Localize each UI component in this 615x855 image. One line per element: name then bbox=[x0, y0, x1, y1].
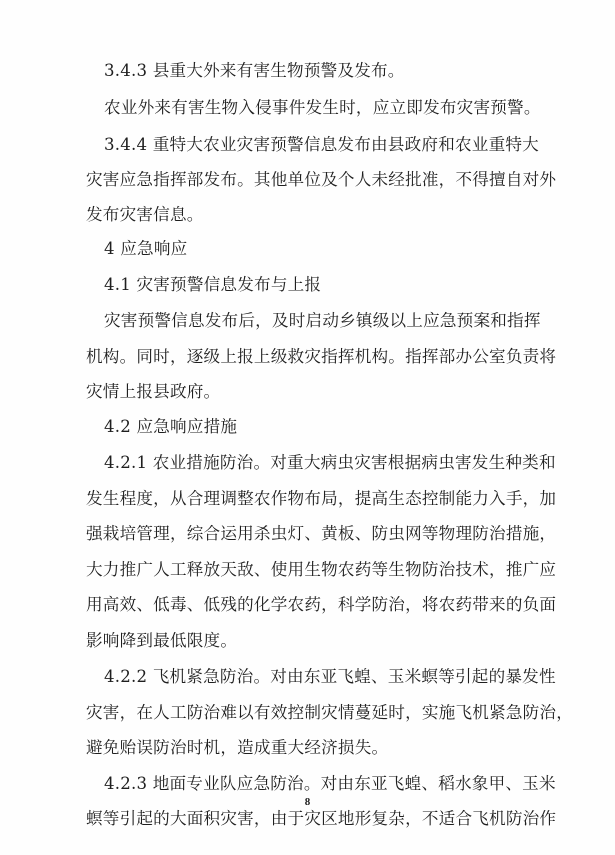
text-line: 用高效、低毒、低残的化学农药，科学防治，将农药带来的负面 bbox=[86, 595, 557, 614]
text-line: 灾害预警信息发布后，及时启动乡镇级以上应急预案和指挥 bbox=[104, 311, 541, 330]
page-number: 8 bbox=[304, 796, 311, 808]
text-line: 3.4.3 县重大外来有害生物预警及发布。 bbox=[104, 61, 405, 80]
text-line: 4.2.1 农业措施防治。对重大病虫灾害根据病虫害发生种类和 bbox=[104, 453, 556, 472]
text-line: 灾害应急指挥部发布。其他单位及个人未经批准，不得擅自对外 bbox=[86, 170, 557, 189]
text-line: 4.2 应急响应措施 bbox=[104, 417, 238, 436]
text-line: 4.2.3 地面专业队应急防治。对由东亚飞蝗、稻水象甲、玉米 bbox=[104, 774, 556, 793]
text-line: 强栽培管理，综合运用杀虫灯、黄板、防虫网等物理防治措施， bbox=[86, 524, 557, 543]
text-line: 避免贻误防治时机，造成重大经济损失。 bbox=[86, 738, 389, 757]
text-line: 发生程度，从合理调整农作物布局，提高生态控制能力入手，加 bbox=[86, 489, 557, 508]
text-line: 农业外来有害生物入侵事件发生时，应立即发布灾害预警。 bbox=[104, 98, 541, 117]
text-line: 螟等引起的大面积灾害，由于灾区地形复杂，不适合飞机防治作 bbox=[86, 809, 557, 828]
text-line: 灾情上报县政府。 bbox=[86, 382, 221, 401]
text-line: 机构。同时，逐级上报上级救灾指挥机构。指挥部办公室负责将 bbox=[86, 347, 557, 366]
text-line: 大力推广人工释放天敌、使用生物农药等生物防治技术，推广应 bbox=[86, 560, 557, 579]
text-line: 灾害，在人工防治难以有效控制灾情蔓延时，实施飞机紧急防治， bbox=[86, 703, 574, 722]
text-line: 发布灾害信息。 bbox=[86, 205, 204, 224]
text-line: 3.4.4 重特大农业灾害预警信息发布由县政府和农业重特大 bbox=[104, 135, 539, 154]
text-line: 4.2.2 飞机紧急防治。对由东亚飞蝗、玉米螟等引起的暴发性 bbox=[104, 667, 556, 686]
text-line: 4 应急响应 bbox=[104, 239, 188, 258]
text-line: 影响降到最低限度。 bbox=[86, 631, 238, 650]
text-line: 4.1 灾害预警信息发布与上报 bbox=[104, 275, 322, 294]
